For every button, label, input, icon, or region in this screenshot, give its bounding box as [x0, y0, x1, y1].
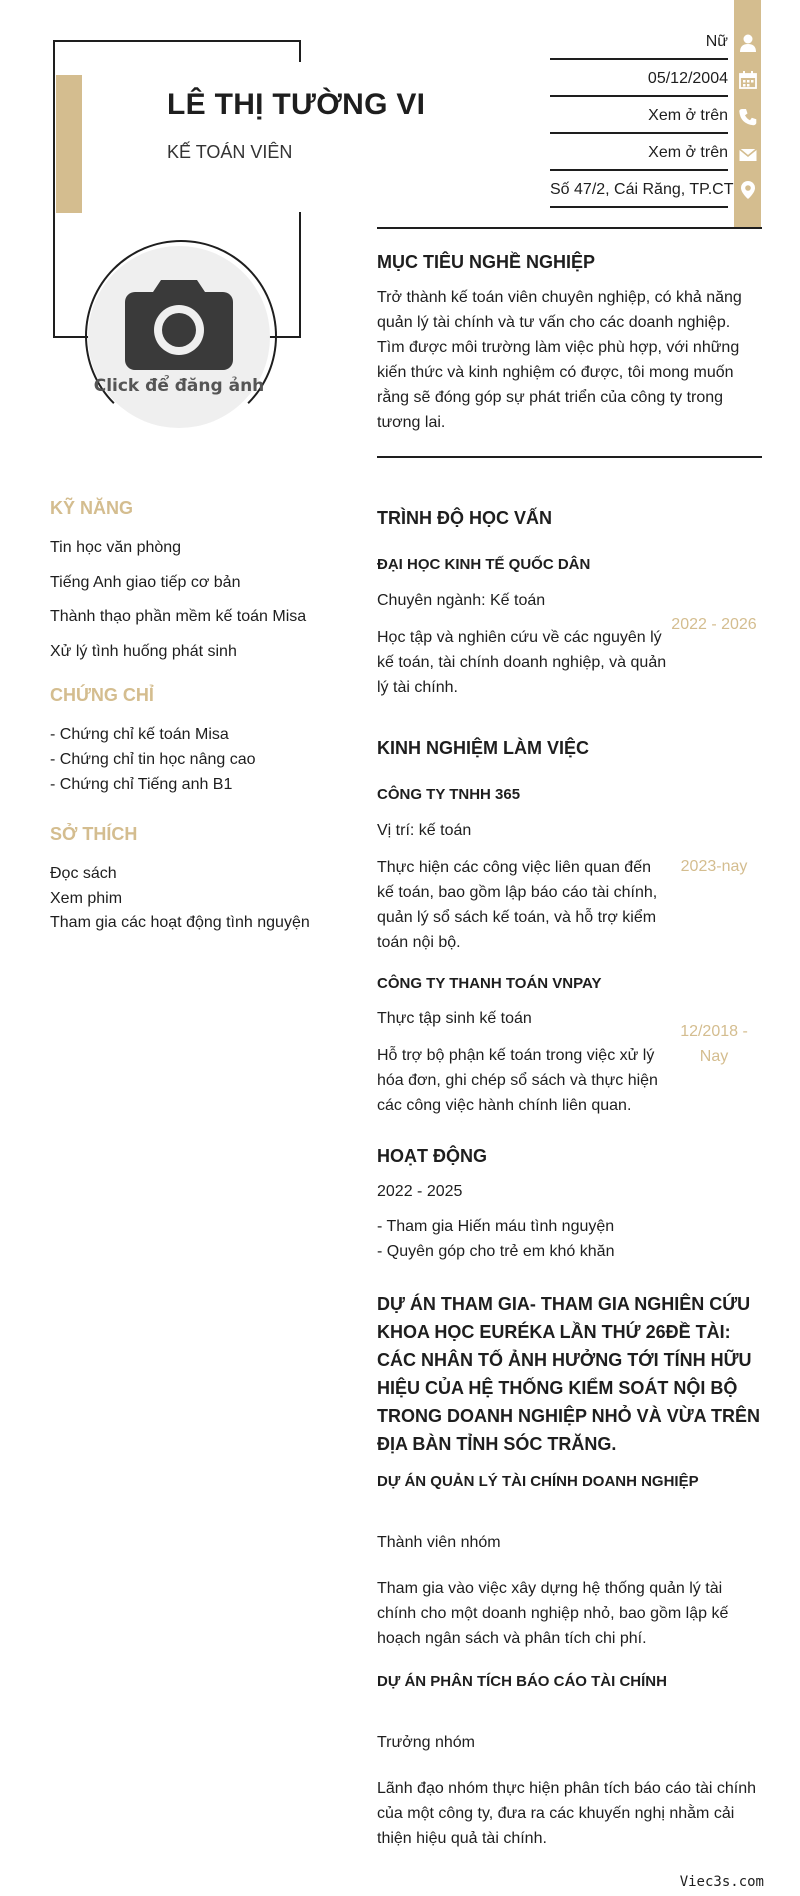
skill-item: Tin học văn phòng	[50, 539, 182, 556]
location-icon	[738, 180, 758, 200]
project-description: Lãnh đạo nhóm thực hiện phân tích báo cáo tài chính của một công ty, đưa ra các khuyến nghị nhằm cải thiện hiệu quả tài chính.	[377, 1780, 756, 1847]
job-position: Vị trí: kế toán	[377, 822, 472, 839]
header-frame-edge	[299, 40, 301, 62]
education-heading: TRÌNH ĐỘ HỌC VẤN	[377, 508, 552, 528]
job-period: 2023-nay	[680, 858, 748, 875]
contact-address: Số 47/2, Cái Răng, TP.CT	[550, 174, 728, 208]
project-role: Thành viên nhóm	[377, 1534, 501, 1551]
contact-gender: Nữ	[550, 26, 728, 60]
objective-text: Trở thành kế toán viên chuyên nghiệp, có khả năng quản lý tài chính và tư vấn cho các doanh nghiệp. Tìm được môi trường làm việc phù hợp, với những kiến thức và kinh nghiệm có được, tôi mong muốn rằng sẽ đóng góp sự phát triển của công ty trong tương lai.	[377, 289, 742, 431]
skill-item: Xử lý tình huống phát sinh	[50, 643, 237, 660]
mail-icon	[738, 145, 758, 165]
project-title: DỰ ÁN QUẢN LÝ TÀI CHÍNH DOANH NGHIỆP	[377, 1473, 699, 1490]
hobby-item: Xem phim	[50, 890, 123, 907]
company-name: CÔNG TY TNHH 365	[377, 786, 521, 803]
header-frame-edge	[299, 212, 301, 338]
camera-icon[interactable]	[125, 276, 233, 370]
calendar-icon	[738, 70, 758, 90]
activities-heading: HOẠT ĐỘNG	[377, 1146, 487, 1166]
objective-heading: MỤC TIÊU NGHỀ NGHIỆP	[377, 252, 596, 272]
certificates-heading: CHỨNG CHỈ	[50, 685, 154, 705]
skill-item: Thành thạo phần mềm kế toán Misa	[50, 608, 307, 625]
education-major: Chuyên ngành: Kế toán	[377, 592, 546, 609]
skills-heading: KỸ NĂNG	[50, 498, 134, 518]
activity-item: - Quyên góp cho trẻ em khó khăn	[377, 1243, 615, 1260]
hobby-item: Tham gia các hoạt động tình nguyện	[50, 914, 310, 931]
education-description: Học tập và nghiên cứu về các nguyên lý kế toán, tài chính doanh nghiệp, và quản lý tài chính.	[377, 629, 667, 696]
job-description: Hỗ trợ bộ phận kế toán trong việc xử lý hóa đơn, ghi chép sổ sách và thực hiện các công việc hành chính liên quan.	[377, 1047, 658, 1114]
job-period: 12/2018 - Nay	[680, 1023, 748, 1065]
contact-email: Xem ở trên	[550, 137, 728, 171]
accent-bar	[56, 75, 82, 213]
job-position: Thực tập sinh kế toán	[377, 1010, 532, 1027]
job-description: Thực hiện các công việc liên quan đến kế toán, bao gồm lập báo cáo tài chính, quản lý sổ sách kế toán, và hỗ trợ kiểm toán nội bộ.	[377, 859, 658, 951]
projects-heading: DỰ ÁN THAM GIA- THAM GIA NGHIÊN CỨU KHOA HỌC EURÉKA LẦN THỨ 26ĐỀ TÀI: CÁC NHÂN TỐ ẢNH HƯỞNG TỚI TÍNH HỮU HIỆU CỦA HỆ THỐNG KIỂM SOÁT NỘI BỘ TRONG DOANH NGHIỆP NHỎ VÀ VỪA TRÊN ĐỊA BÀN TỈNH SÓC TRĂNG.	[377, 1294, 760, 1454]
skill-item: Tiếng Anh giao tiếp cơ bản	[50, 574, 241, 591]
phone-icon	[738, 107, 758, 127]
hobbies-heading: SỞ THÍCH	[50, 824, 138, 844]
certificate-item: - Chứng chỉ tin học nâng cao	[50, 751, 256, 768]
company-name: CÔNG TY THANH TOÁN VNPAY	[377, 975, 602, 992]
candidate-name: LÊ THỊ TƯỜNG VI	[167, 88, 426, 121]
activities-period: 2022 - 2025	[377, 1183, 463, 1200]
experience-heading: KINH NGHIỆM LÀM VIỆC	[377, 738, 590, 758]
project-description: Tham gia vào việc xây dựng hệ thống quản lý tài chính cho một doanh nghiệp nhỏ, bao gồm lập kế hoạch ngân sách và phân tích chi phí.	[377, 1580, 729, 1647]
project-role: Trưởng nhóm	[377, 1734, 475, 1751]
activity-item: - Tham gia Hiến máu tình nguyện	[377, 1218, 615, 1235]
certificate-item: - Chứng chỉ Tiếng anh B1	[50, 776, 233, 793]
job-title: KẾ TOÁN VIÊN	[167, 142, 293, 162]
education-period: 2022 - 2026	[671, 616, 757, 633]
contact-birthdate: 05/12/2004	[550, 63, 728, 97]
divider	[377, 227, 762, 229]
hobby-item: Đọc sách	[50, 865, 117, 882]
photo-upload-label[interactable]: Click để đăng ảnh	[93, 376, 265, 396]
project-title: DỰ ÁN PHÂN TÍCH BÁO CÁO TÀI CHÍNH	[377, 1673, 667, 1690]
user-icon	[738, 33, 758, 53]
footer-brand[interactable]: Viec3s.com	[679, 1874, 764, 1890]
contact-phone: Xem ở trên	[550, 100, 728, 134]
divider	[377, 456, 762, 458]
school-name: ĐẠI HỌC KINH TẾ QUỐC DÂN	[377, 556, 591, 573]
certificate-item: - Chứng chỉ kế toán Misa	[50, 726, 229, 743]
